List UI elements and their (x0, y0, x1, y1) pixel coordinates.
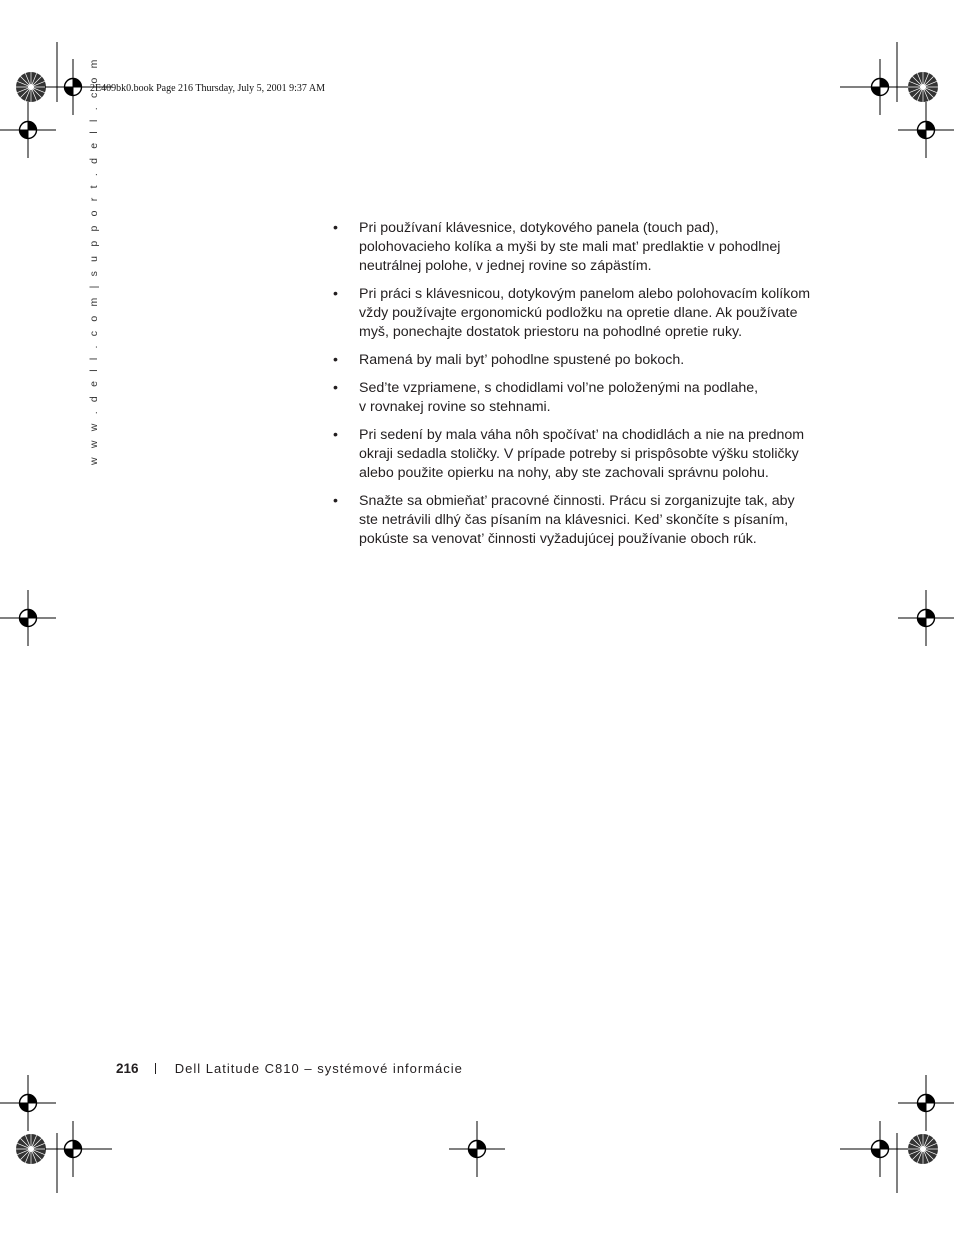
list-item (333, 351, 817, 370)
list-item-line: Pri používaní klávesnice, dotykového panela (touch pad), (359, 220, 719, 236)
list-item-line: vždy používajte ergonomickú podložku na opretie dlane. Ak používate (359, 305, 798, 321)
print-slug: 2E409bk0.book Page 216 Thursday, July 5, 2001 9:37 AM (90, 83, 325, 94)
bullet-mark: • (333, 493, 338, 509)
bullet-mark: • (333, 286, 338, 302)
list-item-line: pokúste sa venovat’ činnosti vyžadujúcej používanie oboch rúk. (359, 531, 757, 547)
list-item-line: Ramená by mali byt’ pohodlne spustené po bokoch. (359, 352, 685, 368)
list-item-line: ste netrávili dlhý čas písaním na klávesnici. Ked’ skončíte s písaním, (359, 512, 789, 528)
list-item-line: v rovnakej rovine so stehnami. (359, 399, 551, 415)
page-number: 216 (116, 1061, 139, 1076)
list-item-line: neutrálnej polohe, v jednej rovine so zápästím. (359, 258, 652, 274)
list-item (333, 379, 817, 417)
list-item-line: Pri sedení by mala váha nôh spočívat’ na chodidlách a nie na prednom (359, 427, 805, 443)
bullet-mark: • (333, 220, 338, 236)
list-item (333, 492, 817, 549)
list-item-line: Sed’te vzpriamene, s chodidlami vol’ne položenými na podlahe, (359, 380, 759, 396)
list-item (333, 285, 817, 342)
list-item-line: polohovacieho kolíka a myši by ste mali mat’ predlaktie v pohodlnej (359, 239, 781, 255)
bullet-mark: • (333, 352, 338, 368)
list-item-line: myš, ponechajte dostatok priestoru na pohodlné opretie ruky. (359, 324, 743, 340)
list-item-line: Pri práci s klávesnicou, dotykovým panelom alebo polohovacím kolíkom (359, 286, 811, 302)
list-item-line: alebo použite opierku na nohy, aby ste zachovali správnu polohu. (359, 465, 769, 481)
footer-title: Dell Latitude C810 – systémové informácie (174, 1061, 463, 1076)
bullet-mark: • (333, 427, 338, 443)
bullet-list (333, 219, 817, 558)
list-item (333, 426, 817, 483)
list-item-line: Snažte sa obmieňat’ pracovné činnosti. Prácu si zorganizujte tak, aby (359, 493, 795, 509)
page-footer (116, 1061, 463, 1076)
footer-separator (155, 1063, 156, 1074)
list-item-line: okraji sedadla stoličky. V prípade potreby si prispôsobte výšku stoličky (359, 446, 799, 462)
bullet-mark: • (333, 380, 338, 396)
list-item (333, 219, 817, 276)
sidebar-url: w w w . d e l l . c o m | s u p p o r t . d e l l . c o m (88, 56, 100, 465)
